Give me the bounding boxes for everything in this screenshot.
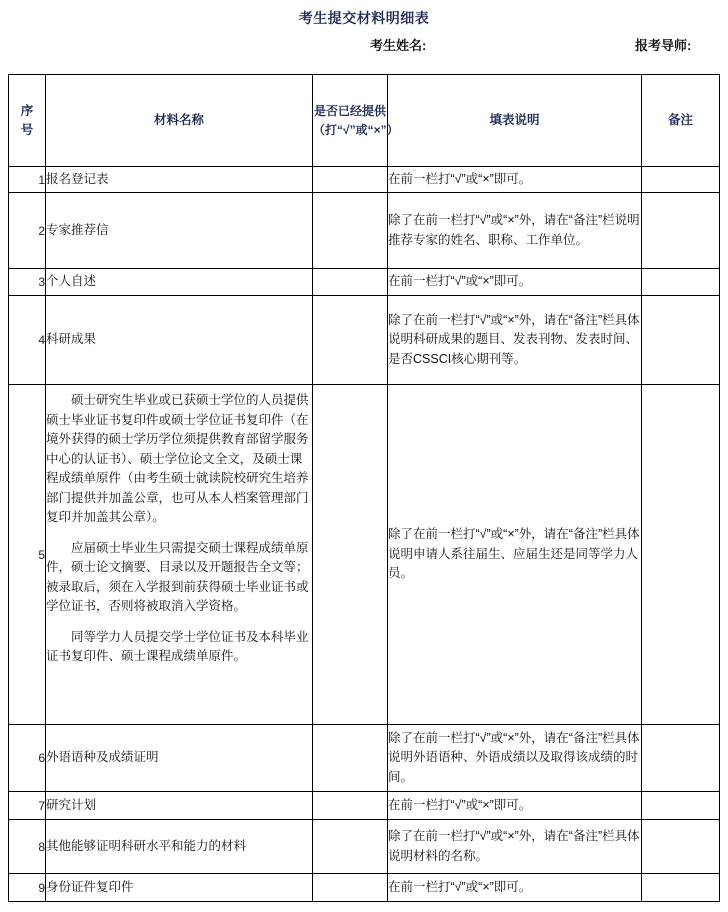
cell-provided[interactable] xyxy=(313,725,388,792)
cell-provided[interactable] xyxy=(313,167,388,193)
cell-material-name: 其他能够证明科研水平和能力的材料 xyxy=(46,820,313,874)
cell-remark[interactable] xyxy=(642,725,720,792)
cell-provided[interactable] xyxy=(313,385,388,725)
cell-material-name: 个人自述 xyxy=(46,269,313,296)
cell-provided[interactable] xyxy=(313,193,388,269)
table-header-row xyxy=(9,75,720,167)
table-body xyxy=(9,167,720,902)
cell-remark[interactable] xyxy=(642,385,720,725)
table-header xyxy=(9,75,720,167)
cell-sequence: 2 xyxy=(9,193,46,269)
candidate-name-label: 考生姓名: xyxy=(370,38,427,53)
table-row xyxy=(9,385,720,725)
table-row xyxy=(9,269,720,296)
cell-sequence: 5 xyxy=(9,385,46,725)
cell-instruction: 除了在前一栏打“√”或“×”外，请在“备注”栏具体说明科研成果的题目、发表刊物、发表时间、是否CSSCI核心期刊等。 xyxy=(388,296,642,385)
table-row xyxy=(9,296,720,385)
cell-material-name: 身份证件复印件 xyxy=(46,874,313,902)
cell-remark[interactable] xyxy=(642,792,720,820)
cell-sequence: 3 xyxy=(9,269,46,296)
cell-sequence: 6 xyxy=(9,725,46,792)
cell-provided[interactable] xyxy=(313,820,388,874)
cell-instruction: 除了在前一栏打“√”或“×”外，请在“备注”栏具体说明申请人系往届生、应届生还是同等学力人员。 xyxy=(388,385,642,725)
cell-provided[interactable] xyxy=(313,296,388,385)
cell-instruction: 在前一栏打“√”或“×”即可。 xyxy=(388,269,642,296)
cell-instruction: 在前一栏打“√”或“×”即可。 xyxy=(388,167,642,193)
table-row xyxy=(9,792,720,820)
table-row xyxy=(9,167,720,193)
column-header-remark: 备注 xyxy=(642,75,720,167)
cell-remark[interactable] xyxy=(642,874,720,902)
cell-instruction: 在前一栏打“√”或“×”即可。 xyxy=(388,792,642,820)
column-header-sequence-line2: 号 xyxy=(20,122,34,137)
cell-remark[interactable] xyxy=(642,167,720,193)
cell-provided[interactable] xyxy=(313,269,388,296)
page-title: 考生提交材料明细表 xyxy=(298,10,430,26)
table-row xyxy=(9,874,720,902)
cell-material-name: 研究计划 xyxy=(46,792,313,820)
material-paragraph: 同等学力人员提交学士学位证书及本科毕业证书复印件、硕士课程成绩单原件。 xyxy=(46,629,309,663)
materials-table xyxy=(8,74,720,902)
subtitle-row xyxy=(0,33,728,57)
material-paragraph: 应届硕士毕业生只需提交硕士课程成绩单原件，硕士论文摘要、目录以及开题报告全文等；被录取后，须在入学报到前获得硕士毕业证书或学位证书，否则将被取消入学资格。 xyxy=(46,540,309,613)
cell-material-name: 专家推荐信 xyxy=(46,193,313,269)
cell-provided[interactable] xyxy=(313,874,388,902)
table-row xyxy=(9,820,720,874)
cell-provided[interactable] xyxy=(313,792,388,820)
column-header-material-name: 材料名称 xyxy=(46,75,313,167)
cell-instruction: 除了在前一栏打“√”或“×”外，请在“备注”栏具体说明材料的名称。 xyxy=(388,820,642,874)
table-row xyxy=(9,193,720,269)
material-paragraph: 硕士研究生毕业或已获硕士学位的人员提供硕士毕业证书复印件或硕士学位证书复印件（在境外获得的硕士学历学位须提供教育部留学服务中心的认证书）、硕士学位论文全文，及硕士课程成绩单原件（由考生硕士就读院校研究生培养部门提供并加盖公章，也可从本人档案管理部门复印并加盖其公章）。 xyxy=(46,393,309,524)
cell-instruction: 除了在前一栏打“√”或“×”外，请在“备注”栏具体说明外语语种、外语成绩以及取得该成绩的时间。 xyxy=(388,725,642,792)
cell-instruction: 在前一栏打“√”或“×”即可。 xyxy=(388,874,642,902)
column-header-sequence-line1: 序 xyxy=(20,103,34,118)
cell-sequence: 8 xyxy=(9,820,46,874)
cell-material-name: 科研成果 xyxy=(46,296,313,385)
cell-sequence: 1 xyxy=(9,167,46,193)
materials-table-wrapper xyxy=(8,74,720,902)
column-header-instruction: 填表说明 xyxy=(388,75,642,167)
cell-remark[interactable] xyxy=(642,193,720,269)
advisor-label: 报考导师: xyxy=(635,38,692,53)
column-header-sequence xyxy=(9,75,46,167)
table-row xyxy=(9,725,720,792)
cell-instruction: 除了在前一栏打“√”或“×”外，请在“备注”栏说明推荐专家的姓名、职称、工作单位。 xyxy=(388,193,642,269)
cell-sequence: 7 xyxy=(9,792,46,820)
cell-sequence: 9 xyxy=(9,874,46,902)
cell-remark[interactable] xyxy=(642,820,720,874)
column-header-provided: 是否已经提供（打“√”或“×”） xyxy=(313,75,388,167)
cell-material-name: 报名登记表 xyxy=(46,167,313,193)
cell-sequence: 4 xyxy=(9,296,46,385)
cell-material-name: 外语语种及成绩证明 xyxy=(46,725,313,792)
cell-material-name xyxy=(46,385,313,725)
cell-remark[interactable] xyxy=(642,269,720,296)
cell-remark[interactable] xyxy=(642,296,720,385)
